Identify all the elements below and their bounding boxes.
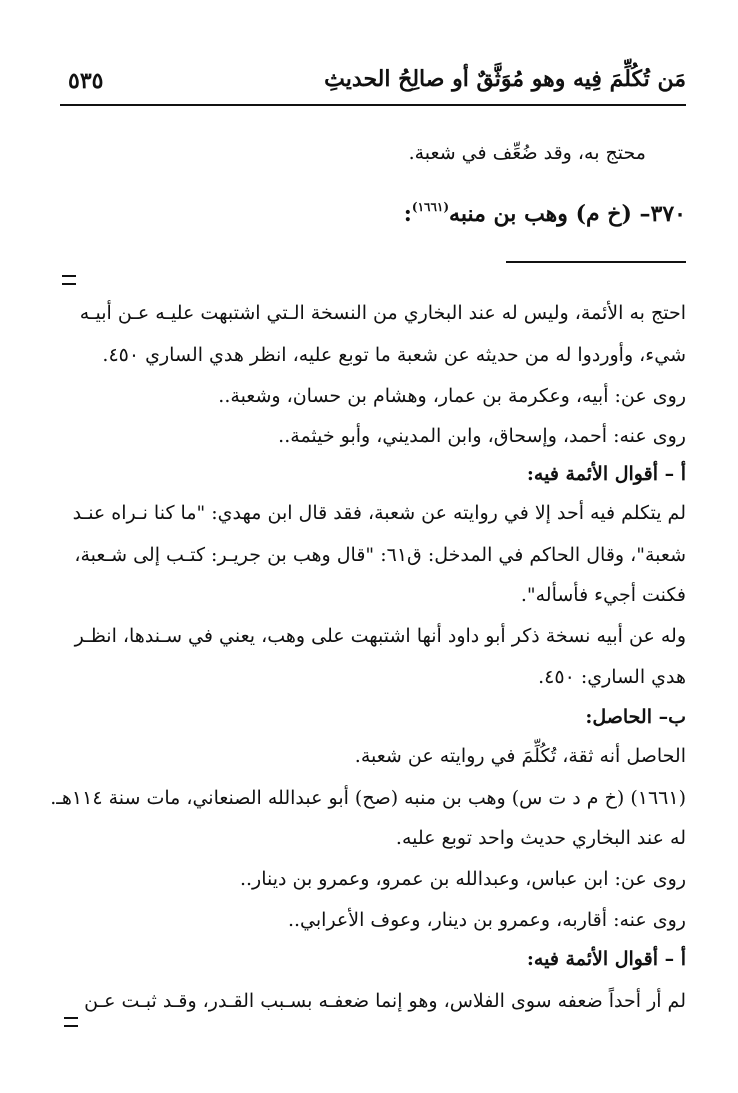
section-heading-a: أ – أقوال الأئمة فيه:	[526, 463, 686, 485]
entry-number: ٣٧٠–	[639, 201, 686, 227]
footnote-line-16: روى عنه: أقاربه، وعمرو بن دينار، وعوف الأعرابي..	[287, 909, 686, 931]
footnote-line-14: له عند البخاري حديث واحد توبع عليه.	[395, 827, 686, 849]
footnote-line-8: فكنت أجيء فأسأله".	[520, 584, 686, 606]
footnote-line-12: الحاصل أنه ثقة، تُكُلِّمَ في روايته عن شعبة.	[354, 745, 686, 767]
page-number: ٥٣٥	[68, 68, 104, 94]
entry-name: (خ م) وهب بن منبه	[449, 201, 632, 227]
footnote-line-18: لم أر أحداً ضعفه سوى الفلاس، وهو إنما ضعفـه بسـبب القـدر، وقـد ثبـت عـن	[84, 990, 686, 1012]
footnote-line-3: روى عن: أبيه، وعكرمة بن عمار، وهشام بن حسان، وشعبة..	[218, 385, 686, 407]
footnote-line-2: شيء، وأوردوا له من حديثه عن شعبة ما توبع عليه، انظر هدي الساري ٤٥٠.	[102, 344, 686, 366]
footnote-line-4: روى عنه: أحمد، وإسحاق، وابن المديني، وأبو خيثمة..	[278, 425, 686, 447]
footnote-line-7: شعبة"، وقال الحاكم في المدخل: ق٦١: "قال وهب بن جريـر: كتـب إلى شـعبة،	[74, 544, 686, 566]
footnote-line-9: وله عن أبيه نسخة ذكر أبو داود أنها اشتبهت على وهب، يعني في سـندها، انظـر	[74, 625, 686, 647]
body-line-1: محتج به، وقد ضُعِّف في شعبة.	[408, 142, 646, 164]
footnote-line-1: احتج به الأئمة، وليس له عند البخاري من النسخة الـتي اشتبهت عليـه عـن أبيـه	[79, 302, 686, 324]
continued-marker-bottom	[64, 1017, 78, 1027]
footnote-line-10: هدي الساري: ٤٥٠.	[538, 666, 686, 688]
section-heading-c: أ – أقوال الأئمة فيه:	[526, 948, 686, 970]
section-heading-b: ب– الحاصل:	[585, 706, 686, 728]
entry-heading	[404, 192, 686, 229]
entry-colon: :	[403, 201, 412, 227]
footnote-line-13: (١٦٦١) (خ م د ت س) وهب بن منبه (صح) أبو عبدالله الصنعاني، مات سنة ١١٤هـ.	[50, 787, 686, 809]
footnote-separator	[506, 261, 686, 263]
running-title: مَن تُكُلِّمَ فِيه وهو مُوَثَّقٌ أو صالِحُ الحديثِ	[324, 66, 686, 92]
footnote-ref: (١٦٦١)	[411, 200, 450, 214]
page-header	[60, 60, 686, 106]
footnote-line-6: لم يتكلم فيه أحد إلا في روايته عن شعبة، فقد قال ابن مهدي: "ما كنا نـراه عنـد	[72, 502, 686, 524]
continued-marker-top	[62, 275, 76, 285]
footnote-line-15: روى عن: ابن عباس، وعبدالله بن عمرو، وعمرو بن دينار..	[239, 868, 686, 890]
